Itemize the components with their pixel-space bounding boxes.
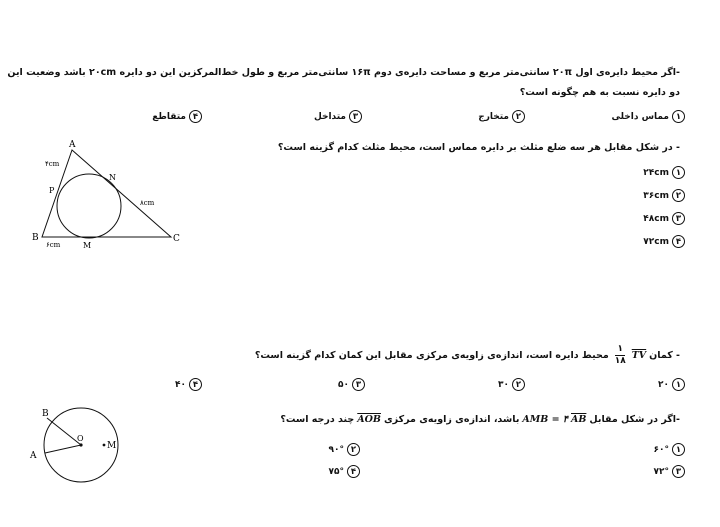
q2-option-3[interactable] [643, 212, 685, 225]
option-label: ۵۰ [338, 379, 349, 390]
q4-suffix: چند درجه است؟ [280, 414, 355, 425]
q4-arc-aob: AOB [357, 414, 381, 425]
option-number: ۴ [347, 465, 360, 478]
option-label: ۷۵° [328, 466, 344, 477]
option-label: متقاطع [152, 111, 186, 122]
fraction-denominator: ۱۸ [614, 356, 626, 366]
option-number: ۳ [352, 378, 365, 391]
q2-option-2[interactable] [643, 189, 685, 202]
q4-prefix: -اگر در شکل مقابل [589, 414, 680, 425]
point-N-label: N [109, 173, 116, 182]
point-P-label: P [49, 186, 55, 195]
point-B-label: B [42, 409, 49, 419]
option-number: ۴ [189, 378, 202, 391]
option-label: مماس داخلی [611, 111, 669, 122]
option-number: ۱ [672, 110, 685, 123]
option-label: ۷۲cm [643, 236, 669, 247]
option-number: ۳ [349, 110, 362, 123]
q4-option-2[interactable] [329, 443, 361, 456]
triangle-incircle-figure [28, 138, 188, 253]
q2-text: - در شکل مقابل هر سه ضلع مثلث بر دایره مماس است، محیط مثلث کدام گزینه است؟ [277, 142, 680, 153]
option-number: ۴ [189, 110, 202, 123]
option-number: ۲ [672, 189, 685, 202]
q3-prefix: - کمان [649, 350, 680, 361]
q3-fraction [615, 344, 626, 367]
length-AP-label: ۴cm [45, 160, 60, 168]
q1-option-2[interactable] [478, 110, 525, 123]
q3-option-3[interactable] [338, 378, 365, 391]
option-number: ۱ [672, 443, 685, 456]
option-label: ۲۴cm [643, 167, 669, 178]
q1-option-3[interactable] [314, 110, 362, 123]
point-M-label: M [83, 241, 92, 250]
center-O-label: O [77, 434, 84, 443]
option-number: ۲ [512, 378, 525, 391]
option-number: ۴ [672, 235, 685, 248]
q3-option-2[interactable] [498, 378, 525, 391]
option-label: ۶۰° [653, 444, 669, 455]
circle-central-angle-figure [26, 405, 136, 490]
length-BM-label: ۶cm [46, 241, 61, 249]
q4-arc-ab: AB [571, 414, 587, 425]
vertex-B-label: B [32, 233, 39, 243]
length-AC-label: ۸cm [140, 199, 155, 207]
option-label: ۹۰° [328, 444, 344, 455]
q2-option-4[interactable] [643, 235, 685, 248]
q3-suffix: محیط دایره است، اندازه‌ی زاویه‌ی مرکزی مقابل این کمان کدام گزینه است؟ [254, 350, 609, 361]
q4-option-3[interactable] [654, 465, 686, 478]
q4-option-1[interactable] [654, 443, 686, 456]
option-number: ۱ [672, 166, 685, 179]
option-number: ۱ [672, 378, 685, 391]
option-label: ۴۸cm [643, 213, 669, 224]
point-M-label: M [107, 441, 117, 451]
option-label: ۳۰ [498, 379, 509, 390]
q2-option-1[interactable] [643, 166, 685, 179]
option-label: ۷۲° [653, 466, 669, 477]
option-label: ۳۶cm [643, 190, 669, 201]
q3-option-4[interactable] [175, 378, 202, 391]
q3-option-1[interactable] [658, 378, 685, 391]
point-A-label: A [30, 451, 37, 461]
q4-option-4[interactable] [329, 465, 361, 478]
option-number: ۳ [672, 212, 685, 225]
q3-text [255, 344, 680, 367]
fraction-numerator: ۱ [617, 344, 623, 354]
option-label: ۲۰ [658, 379, 669, 390]
q1-option-1[interactable] [611, 110, 685, 123]
option-label: ۴۰ [175, 379, 186, 390]
option-number: ۲ [512, 110, 525, 123]
option-number: ۳ [672, 465, 685, 478]
option-label: متخارج [478, 111, 509, 122]
vertex-A-label: A [69, 140, 76, 150]
option-label: متداخل [313, 111, 346, 122]
q4-equation: AMB = ۴ [522, 414, 568, 425]
q1-text-line2: دو دایره نسبت به هم چگونه است؟ [519, 87, 680, 98]
option-number: ۲ [347, 443, 360, 456]
q3-arc: TV [631, 350, 647, 361]
q1-option-4[interactable] [152, 110, 202, 123]
vertex-C-label: C [173, 234, 180, 244]
q4-text [280, 414, 680, 425]
q4-mid: باشد، اندازه‌ی زاویه‌ی مرکزی [383, 414, 520, 425]
q1-text-line1: -اگر محیط دایره‌ی اول ۲۰π سانتی‌متر مربع و مساحت دایره‌ی دوم ۱۶π سانتی‌متر مربع و طول خط‌المرکزین این دو دایره ۲۰cm باشد وضعیت این [7, 67, 680, 78]
